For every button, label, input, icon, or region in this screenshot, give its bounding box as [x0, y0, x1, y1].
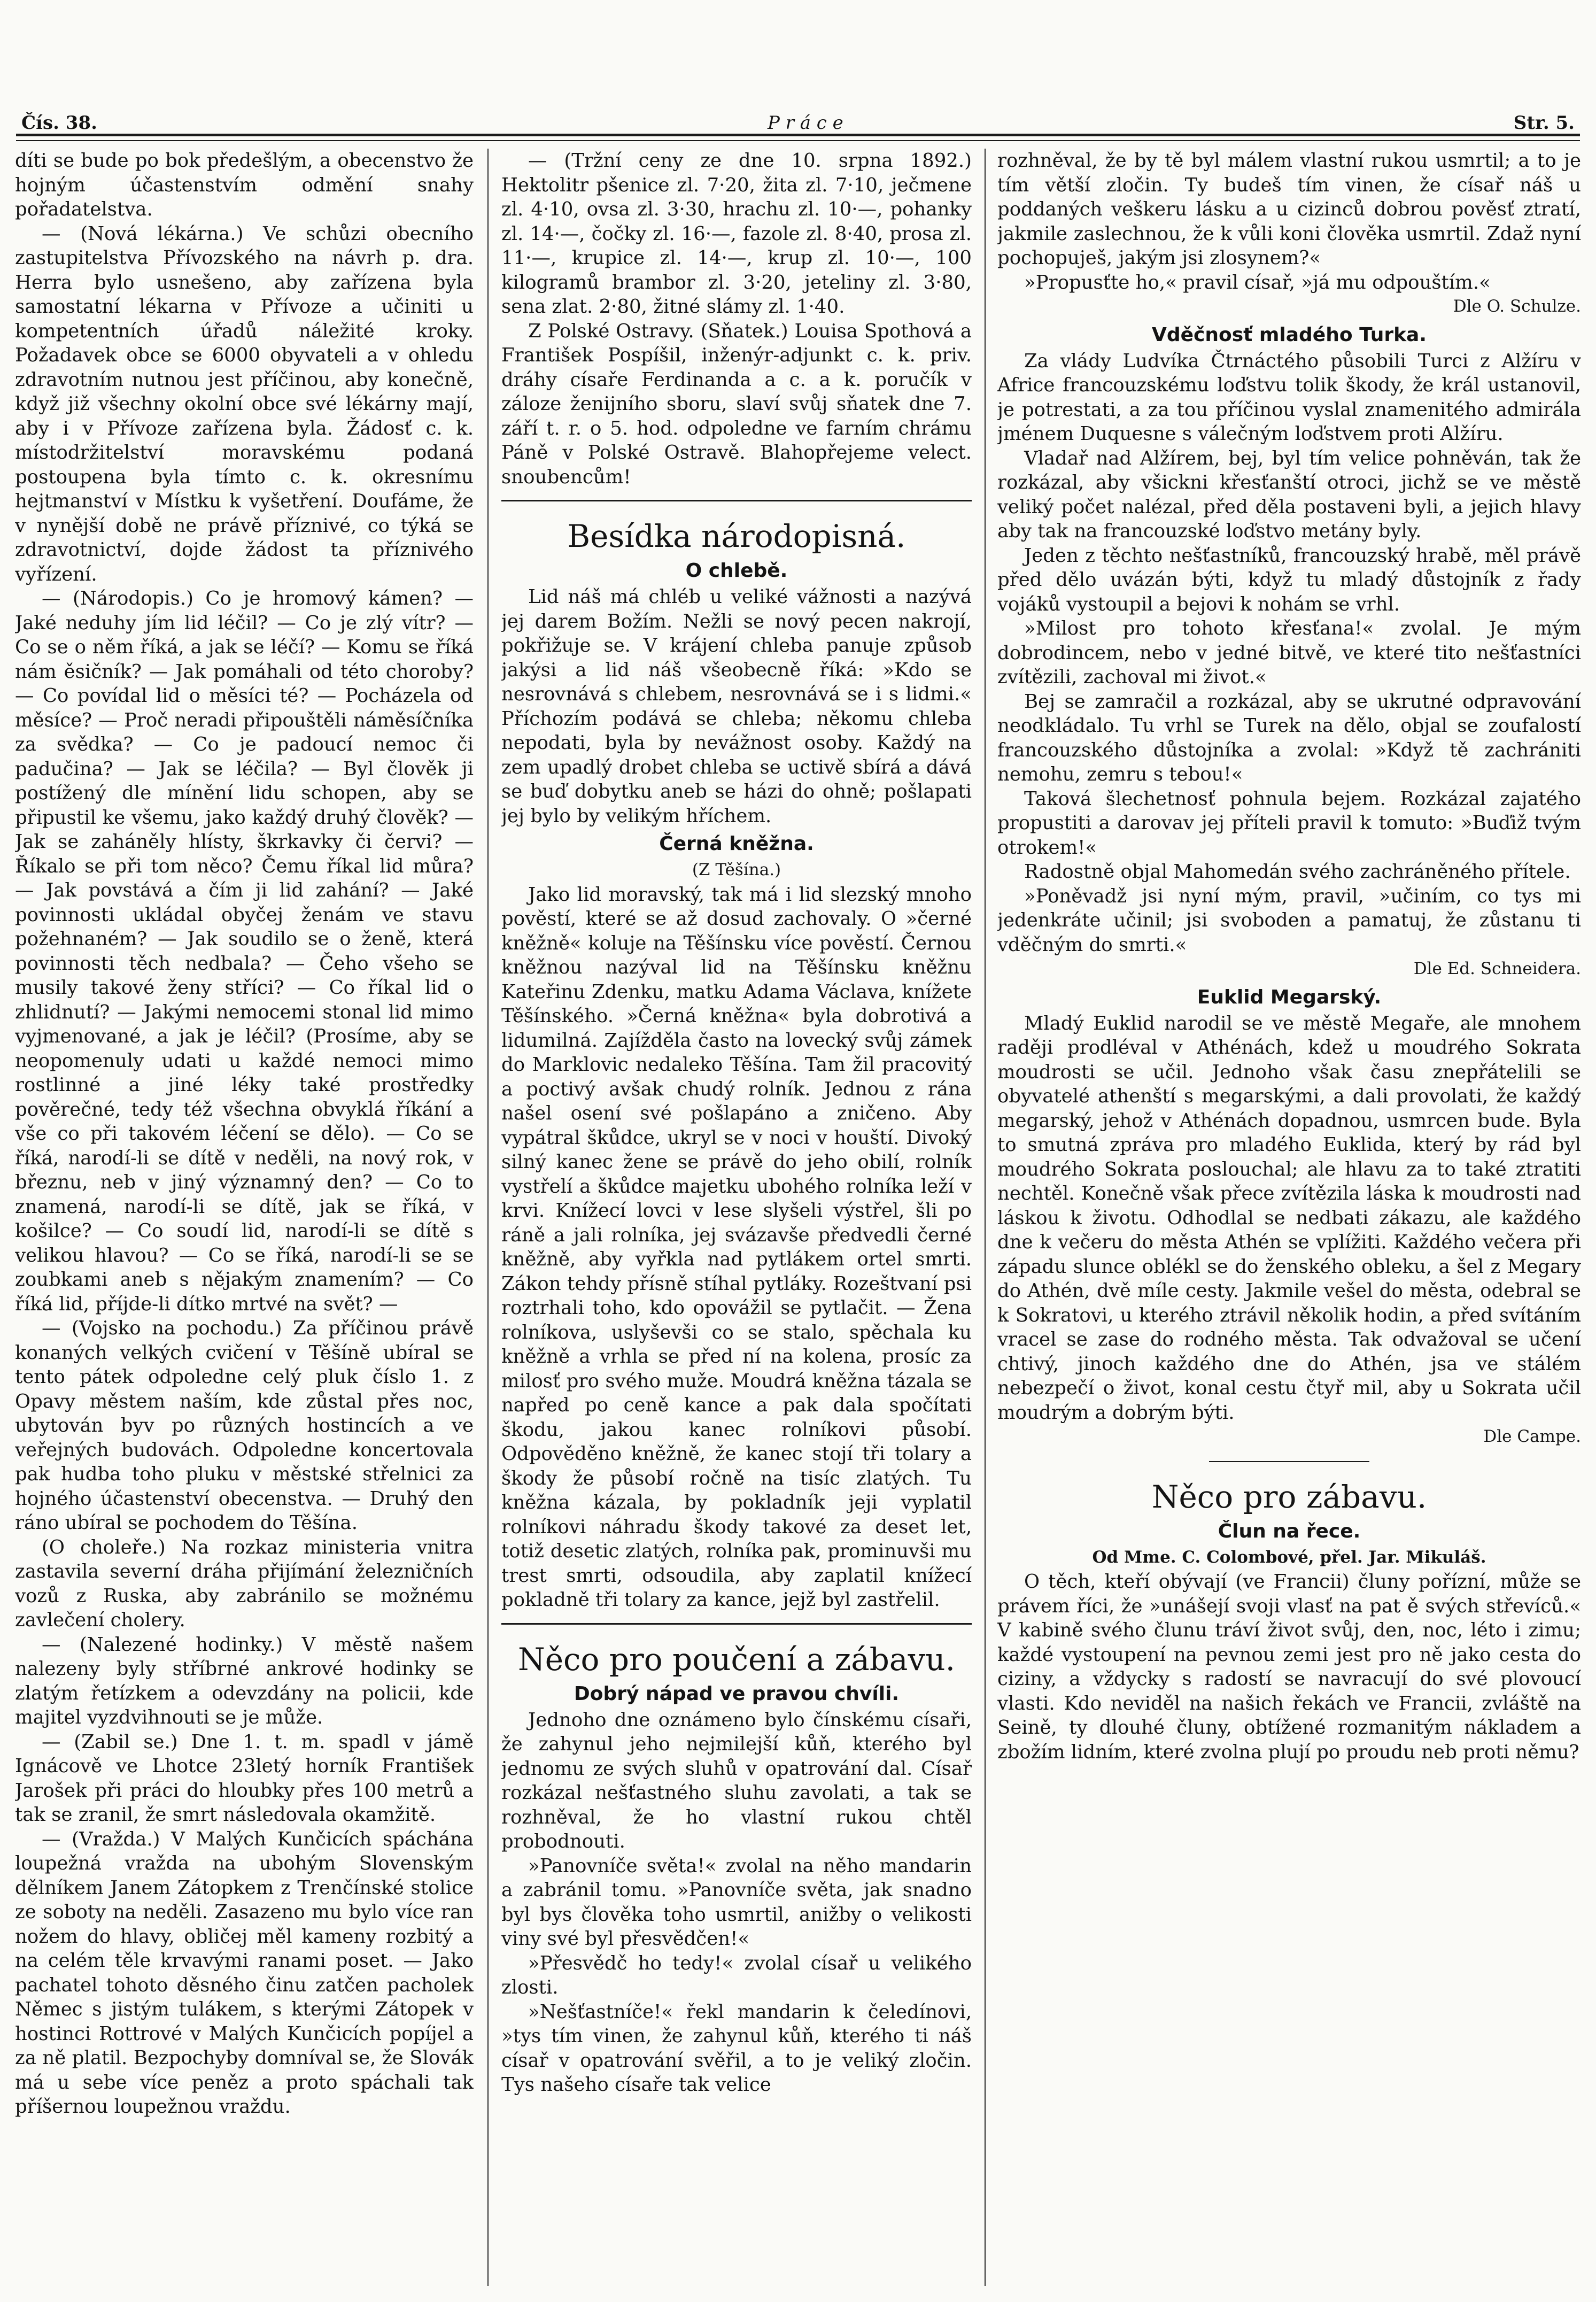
paragraph: Radostně objal Mahomedán svého zachráněného přítele. [1024, 861, 1571, 883]
news-item: — (Národopis.) Co je hromový kámen? — Jaké neduhy jím lid léčil? — Co je zlý vítr? — Co se o něm říká, a jak se léčí? — Komu se říká nám ěsičník? — Jak pomáhali od této choroby? — Co povídal lid o měsíci té? — Pocházela od měsíce? — Proč neradi připouštěli náměsíčníka za svědka? — Co je padoucí nemoc či padučina? — Jak se léčila? — Byl člověk ji postížený dle mínění lidu schopen, aby se připustil ke všemu, jako každý druhý člověk? — Jak se zaháněly hlísty, škrkavky či červi? — Říkalo se při tom něco? Čemu říkal lid můra? — Jak povstává a čím ji lid zahání? — Jaké povinnosti ukládal obyčej ženám ve stavu požehnaném? — Jak soudilo se o ženě, která povinnosti těch nedbala? — Čeho všeho se musily takové ženy stříci? — Co říkal lid o zhlidnutí? — Jakými nemocemi stonal lid mimo vyjmenované, a jak je léčil? (Prosíme, aby se neopomenuly udati u každé nemoci mimo rostlinné a jiné léky také prostředky pověrečné, tedy též všechna obvyklá říkání a vše co při takovém léčení se dělo). — Co se říká, narodí-li se dítě v neděli, na nový rok, v březnu, neb v jiný významný den? — Co to znamená, narodí-li se dítě, jak se říká, v košilce? — Co soudí lid, narodí-li se dítě s velikou hlavou? — Co se říká, narodí-li se se zoubkami aneb s nějakým znamením? — Co říká lid, příjde-li dítko mrtvé na svět? — [15, 588, 474, 1315]
news-item: (O choleře.) Na rozkaz ministeria vnitra zastavila severní dráha přijímání železničních vozů z Ruska, aby zabránilo se možnému zavlečení cholery. [15, 1536, 474, 1631]
paragraph: »Nešťastníče!« řekl mandarin k čeledínovi, »tys tím vinen, že zahynul kůň, kterého ti náš císař v opatrování svěřil, a to je veliký zločin. Tys našeho císaře tak velice [501, 2000, 972, 2096]
section-rule [501, 500, 972, 501]
article-heading: Euklid Megarský. [1197, 986, 1382, 1008]
news-item: Z Polské Ostravy. (Sňatek.) Louisa Spothová a František Pospíšil, inženýr-adjunkt c. k. priv. dráhy císaře Ferdinanda a c. a k. poručík v záloze ženijního sboru, slaví svůj sňatek dne 7. září t. r. o 5. hod. odpoledne ve farním chrámu Páně v Polské Ostravě. Blahopřejeme velect. snoubencům! [501, 320, 972, 488]
article-source: Dle Campe. [1483, 1427, 1581, 1446]
column-divider [985, 149, 986, 2286]
article-heading: Vděčnosť mladého Turka. [1151, 323, 1427, 346]
paragraph: Vladař nad Alžírem, bej, byl tím velice pohněván, tak že rozkázal, aby všickni křesťanští otroci, jichž se ve městě veliký počet nalézal, před děla postaveni byli, a jejich hlavy aby tak na francouzské loďstvo metány byly. [997, 447, 1581, 542]
news-item: — (Nová lékárna.) Ve schůzi obecního zastupitelstva Přívozského na návrh p. dra. Herra bylo usnešeno, aby zařízena byla samostatní lékarna v Přívoze a učiniti u kompetentních úřadů náležité kroky. Požadavek obce se 6000 obyvateli a v ohledu zdravotním nutnou jest příčinou, aby konečně, když již všechny okolní obce své lékárny mají, aby i v Přívoze zařízena byla. Žádosť c. k. místodržitelství moravskému podaná postoupena byla tímto c. k. okresnímu hejtmanství v Místku k vyšetření. Doufáme, že v nynější době ne právě příznivé, co týká se zdravotnictví, dojde žádost ta příznivého vyřízení. [15, 222, 474, 585]
column-divider [487, 149, 489, 2286]
news-item: — (Tržní ceny ze dne 10. srpna 1892.) Hektolitr pšenice zl. 7·20, žita zl. 7·10, ječmene zl. 4·10, ovsa zl. 3·30, hrachu zl. 10·—, pohanky zl. 14·—, čočky zl. 16·—, fazole zl. 8·40, prosa zl. 11·—, krupice zl. 14·—, krup zl. 10·—, 100 kilogramů brambor zl. 3·20, jeteliny zl. 3·80, sena zlat. 2·80, žitné slámy zl. 1·40. [501, 150, 972, 318]
article-byline: Od Mme. C. Colombové, přel. Jar. Mikuláš. [1092, 1547, 1486, 1567]
paragraph: »Přesvědč ho tedy!« zvolal císař u velikého zlosti. [501, 1952, 972, 1998]
paragraph: Jednoho dne oznámeno bylo čínskému císaři, že zahynul jeho nejmilejší kůň, kterého byl jednomu ze svých sluhů v opatrování dal. Císař rozkázal nešťastného sluhu zavolati, a tak se rozhněval, že ho vlastní rukou chtěl probodnouti. [501, 1709, 972, 1852]
masthead-title: P r á c e [767, 112, 843, 134]
paragraph: »Poněvadž jsi nyní mým, pravil, »učiním, co tys mi jedenkráte učinil; jsi svoboden a pamatuj, že zůstanu ti vděčným do smrti.« [997, 885, 1581, 956]
article-heading: Člun na řece. [1218, 1520, 1361, 1542]
paragraph: rozhněval, že by tě byl málem vlastní rukou usmrtil; a to je tím větší zločin. Ty budeš tím vinen, že císař náš u poddaných veškeru lásku a u cizinců dobrou pověsť ztratí, jakmile zaslechnou, že k vůli koni člověka usmrtil. Zdaž nyní pochopuješ, jakým jsi zlosynem?« [997, 150, 1581, 269]
column-left [15, 149, 474, 2286]
paragraph: Jako lid moravský, tak má i lid slezský mnoho pověstí, které se až dosud zachovaly. O »černé kněžně« koluje na Těšínsku více pověstí. Černou kněžnou nazýval lid na Těšínsku kněžnu Kateřinu Zdenku, matku Adama Václava, knížete Těšínského. »Černá kněžna« byla dobrotivá a lidumilná. Zajížděla často na lovecký svůj zámek do Marklovic nedaleko Těšína. Tam žil pracovitý a poctivý avšak chudý rolník. Jednou z rána našel osení své pošlapáno a zničeno. Aby vypátral škůdce, ukryl se v noci v houští. Divoký silný kanec žene se právě do jeho obilí, rolník vystřelí a škůdce majetku ubohého rolníka leží v krvi. Knížecí lovci v lese slyšeli výstřel, šli po ráně a jali rolníka, jej svázavše předvedli černé kněžně, aby vyřkla nad pytlákem ortel smrti. Zákon tehdy přísně stíhal pytláky. Rozeštvaní psi roztrhali toho, kdo opovážil se pytlačit. — Žena rolníkova, uslyševši co se stalo, spěchala ku kněžně a vrhla se před ní na kolena, prosíc za milosť pro svého muže. Moudrá kněžna tázala se napřed po ceně kance a pak dala spočítati škodu, jakou kanec rolníkovi působí. Odpověděno kněžně, že kanec stojí tři tolary a škody že působí ročně na tisíc zlatých. Tu kněžna kázala, by pokladník jeji vyplatil rolníkovi náhradu škody takové za deset let, totiž desetic zlatých, rolníka pak, prominuvši mu trest smrti, odsoudila, aby zaplatil knížecí pokladně tři tolary za kance, jejž byl zastřelil. [501, 883, 972, 1611]
header-rule [16, 134, 1580, 136]
column-middle [501, 149, 972, 2286]
issue-number: Čís. 38. [21, 112, 97, 134]
section-rule [501, 1623, 972, 1625]
paragraph: »Propusťte ho,« pravil císař, »já mu odpouštím.« [1024, 271, 1491, 293]
paragraph: O těch, kteří obývají (ve Francii) čluny pořízní, může se právem říci, že »unášejí svoji vlasť na pat ě svých střevíců.« V kabině svého člunu tráví život svůj, den, noc, léto i zimu; každé vystoupení na pevnou zemi jest pro ně jako cesta do ciziny, a vždycky s radostí se navracují do své plovoucí vlasti. Kdo neviděl na našich řekách ve Francii, zvláště na Seině, ty dlouhé čluny, obtížené rozmanitým nákladem a zbožím lidním, které zvolna plují po proudu neb proti němu? [997, 1571, 1581, 1763]
paragraph: Jeden z těchto nešťastníků, francouzský hrabě, měl právě před dělo uvázán býti, když tu mladý důstojník z řady vojáků vystoupil a bejovi k nohám se vrhl. [997, 544, 1581, 615]
article-heading: O chlebě. [685, 560, 788, 582]
section-heading: Něco pro zábavu. [1151, 1478, 1427, 1515]
article-source: Dle O. Schulze. [1453, 297, 1581, 316]
paragraph: »Panovníče světa!« zvolal na něho mandarin a zabránil tomu. »Panovníče světa, jak snadno byl bys člověka toho usmrtil, anižby o velikosti viny své byl přesvědčen!« [501, 1855, 972, 1950]
paragraph: Za vlády Ludvíka Čtrnáctého působili Turci z Alžíru v Africe francouzskému loďstvu tolik škody, že král ustanovil, je potrestati, a za tou příčinou vyslal znamenitého admirála jménem Duquesne s válečným loďstvem proti Alžíru. [997, 350, 1581, 445]
article-heading: Černá kněžna. [659, 833, 814, 855]
news-item: — (Vražda.) V Malých Kunčicích spáchána loupežná vražda na ubohým Slovenským dělníkem Janem Zátopkem z Trenčínské stolice ze soboty na neděli. Zasazeno mu bylo více ran nožem do hlavy, obličej měl kameny rozbitý a na celém těle krvavými ranami poset. — Jako pachatel tohoto děsného činu zatčen pacholek Němec s jistým tulákem, s kterými Zátopek v hostinci Rottrové v Malých Kunčicích popíjel a za ně platil. Bezpochyby domníval se, že Slovák má u sebe více peněz a proto spáchali tak příšernou loupežnou vraždu. [15, 1828, 474, 2118]
section-heading: Něco pro poučení a zábavu. [517, 1641, 956, 1678]
paragraph: díti se bude po bok předešlým, a obecenstvo že hojným účastenstvím odmění snahy pořadatelstva. [15, 150, 474, 220]
article-source: Dle Ed. Schneidera. [1413, 959, 1581, 978]
paragraph: Bej se zamračil a rozkázal, aby se ukrutné odpravování neodkládalo. Tu vrhl se Turek na dělo, objal se zoufalostí francouzského důstojníka a zvolal: »Když tě zachrániti nemohu, zemru s tebou!« [997, 690, 1581, 785]
paragraph: Lid náš má chléb u veliké vážnosti a nazývá jej darem Božím. Nežli se nový pecen nakrojí, pokřižuje se. V krájení chleba panuje způsob jakýsi a lid náš všeobecně říká: »Kdo se nesrovnává s chlebem, nesrovnává se i s lidmi.« Příchozím podává se chleba; někomu chleba nepodati, byla by nevážnost osoby. Každý na zem upadlý drobet chleba se uctivě sbírá a dává se buď dobytku aneb se házi do ohně; pošlapati jej bylo by velikým hříchem. [501, 586, 972, 827]
section-heading: Besídka národopisná. [567, 518, 906, 554]
paragraph: Taková šlechetnosť pohnula bejem. Rozkázal zajatého propustiti a darovav jej příteli pravil k tomuto: »Buďiž tvým otrokem!« [997, 787, 1581, 859]
news-item: — (Nalezené hodinky.) V městě našem nalezeny byly stříbrné ankrové hodinky se zlatým řetízkem a odevzdány na policii, kde majitel vyzdvihnouti se je může. [15, 1633, 474, 1728]
news-item: — (Zabil se.) Dne 1. t. m. spadl v jámě Ignácově ve Lhotce 23letý horník František Jarošek při práci do hloubky přes 100 metrů a tak se zranil, že smrt následovala okamžitě. [15, 1731, 474, 1826]
paragraph: Mladý Euklid narodil se ve městě Megaře, ale mnohem raději prodléval v Athénách, kdež u moudrého Sokrata moudrosti se učil. Jednoho však času znepřátelili se obyvatelé athenští s megarskými, a dali provolati, že každý megarský, jehož v Athénách dopadnou, usmrcen bude. Byla to smutná zpráva pro mladého Euklida, který by rád byl moudrého Sokrata poslouchal; ale hlavu za to také ztratiti nechtěl. Konečně však přece zvítězila láska k moudrosti nad láskou k životu. Odhodlal se nedbati zákazu, ale každého dne k večeru do města Athén se vplížiti. Každého večera při západu slunce oblékl se do ženského obleku, a šel z Megary do Athén, dvě míle cesty. Jakmile vešel do města, odebral se k Sokratovi, u kterého ztrávil několik hodin, a před svítáním vracel se zase do rodného města. Tak odvažoval se učení chtivý, jinoch každého dne do Athén, jsa ve stálém nebezpečí o život, konal cestu čtyř mil, aby u Sokrata učil moudrým a dobrým býti. [997, 1012, 1581, 1424]
column-right [997, 149, 1581, 2286]
article-heading: Dobrý nápad ve pravou chvíli. [574, 1682, 900, 1705]
section-rule [1209, 1461, 1369, 1462]
page-header [21, 102, 1575, 134]
header-rule-thin [16, 140, 1580, 141]
article-source: (Z Těšína.) [692, 860, 781, 879]
news-item: — (Vojsko na pochodu.) Za příčinou právě konaných velkých cvičení v Těšíně ubíral se tento pátek odpoledne celý pluk číslo 1. z Opavy městem naším, kde zůstal přes noc, ubytován byv po různých hostincích a ve veřejných budovách. Odpoledne koncertovala pak hudba toho pluku v městské střelnici za hojného účastenství obecenstva. — Druhý den ráno ubíral se pochodem do Těšína. [15, 1317, 474, 1534]
paragraph: »Milost pro tohoto křesťana!« zvolal. Je mým dobrodincem, nebo v jedné bitvě, ve které tito nešťastníci zvítězili, zachoval mi život.« [997, 617, 1581, 688]
page-number: Str. 5. [1513, 112, 1575, 134]
